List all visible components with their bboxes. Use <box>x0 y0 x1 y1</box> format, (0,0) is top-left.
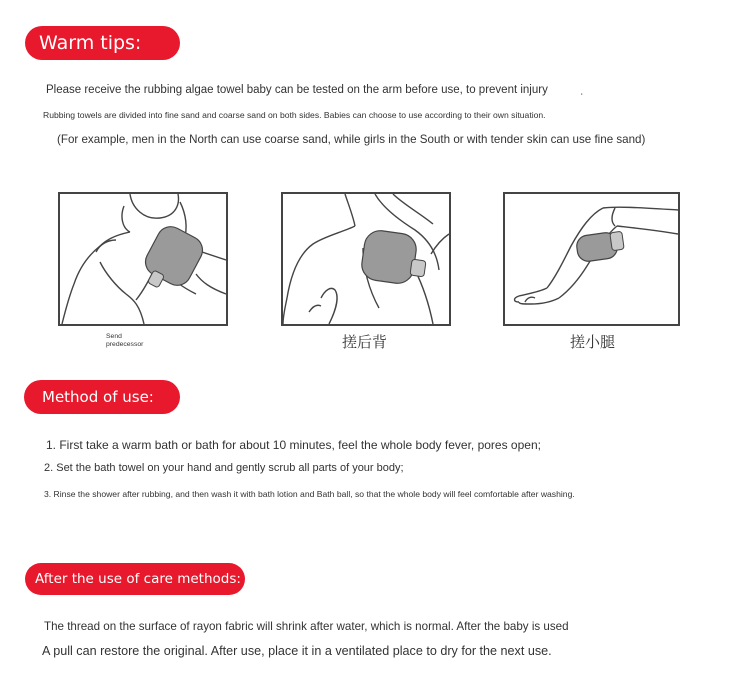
warm-tip-mark: ˌ <box>580 84 584 96</box>
caption-back: 搓后背 <box>342 333 388 351</box>
care-line-2: A pull can restore the original. After use, place it in a ventilated place to dry for the next use. <box>42 644 552 658</box>
caption-arm: Send predecessor <box>106 333 144 348</box>
back-scrub-illustration <box>281 192 451 326</box>
warm-tip-line-3: (For example, men in the North can use coarse sand, while girls in the South or with tender skin can use fine sand) <box>57 133 646 146</box>
warm-tip-line-2: Rubbing towels are divided into fine sand and coarse sand on both sides. Babies can choose to use according to their own situation. <box>43 110 546 120</box>
warm-tips-heading <box>25 26 180 60</box>
care-line-1: The thread on the surface of rayon fabric will shrink after water, which is normal. After the baby is used <box>44 620 569 633</box>
method-heading <box>24 380 180 414</box>
warm-tips-title: Warm tips: <box>39 32 142 54</box>
warm-tip-line-1: Please receive the rubbing algae towel baby can be tested on the arm before use, to prevent injury <box>46 84 548 96</box>
arm-scrub-illustration <box>58 192 228 326</box>
caption-leg: 搓小腿 <box>570 333 616 351</box>
method-step-3: 3. Rinse the shower after rubbing, and then wash it with bath lotion and Bath ball, so that the whole body will feel comfortable after washing. <box>44 489 575 499</box>
method-title: Method of use: <box>42 388 154 406</box>
method-step-2: 2. Set the bath towel on your hand and gently scrub all parts of your body; <box>44 462 404 474</box>
care-heading <box>25 563 245 595</box>
care-title: After the use of care methods: <box>35 571 241 587</box>
leg-scrub-illustration <box>503 192 680 326</box>
method-step-1: 1. First take a warm bath or bath for about 10 minutes, feel the whole body fever, pores open; <box>46 438 541 452</box>
